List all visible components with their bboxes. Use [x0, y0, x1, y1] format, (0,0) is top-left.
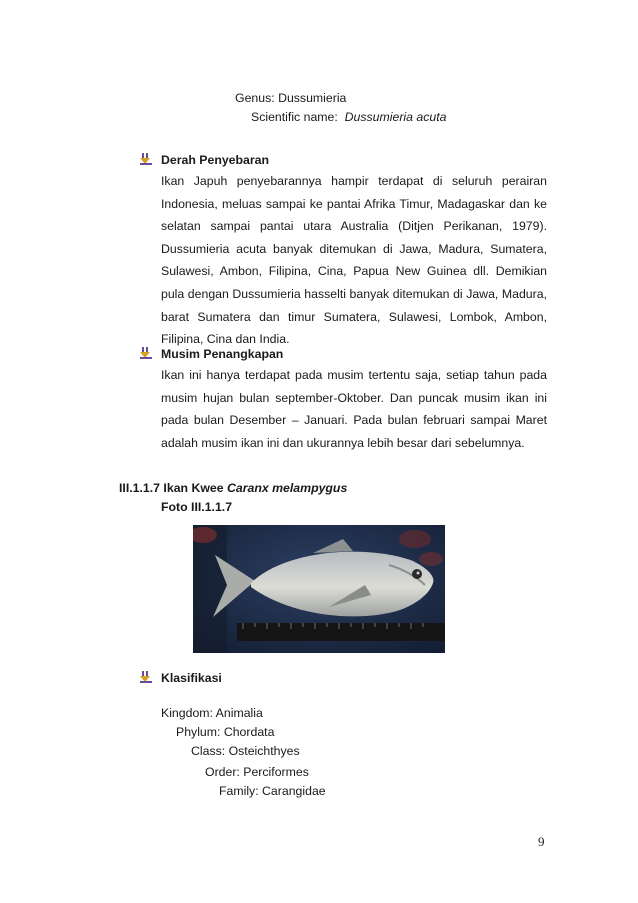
section-species: Caranx melampygus — [227, 481, 348, 495]
genus-line: Genus: Dussumieria — [235, 91, 347, 105]
scientific-name-line — [251, 110, 447, 124]
section-prefix: III.1.1.7 Ikan Kwee — [119, 481, 227, 495]
season-heading: Musim Penangkapan — [161, 347, 284, 361]
order-line: Order: Perciformes — [205, 765, 309, 779]
distribution-heading: Derah Penyebaran — [161, 153, 269, 167]
fish-image — [193, 525, 445, 653]
section-heading — [119, 481, 347, 495]
bullet-arrow-icon — [140, 671, 152, 683]
class-line: Class: Osteichthyes — [191, 744, 300, 758]
photo-caption: Foto III.1.1.7 — [161, 500, 233, 514]
classification-heading: Klasifikasi — [161, 671, 222, 685]
season-paragraph: Ikan ini hanya terdapat pada musim tertentu saja, setiap tahun pada musim hujan bulan september-Oktober. Dan puncak musim ikan ini pada bulan Desember – Januari. Pada bulan februari sampai Maret adalah musim ikan ini dan ukurannya lebih besar dari sebelumnya. — [161, 368, 547, 450]
scientific-name-label: Scientific name: — [251, 110, 338, 124]
scientific-name-value: Dussumieria acuta — [344, 110, 447, 124]
kingdom-line: Kingdom: Animalia — [161, 706, 263, 720]
bullet-arrow-icon — [140, 153, 152, 165]
fish-photo — [193, 525, 445, 653]
family-line: Family: Carangidae — [219, 784, 326, 798]
distribution-paragraph: Ikan Japuh penyebarannya hampir terdapat di seluruh perairan Indonesia, meluas sampai ke pantai Afrika Timur, Madagaskar dan ke selatan sampai pantai utara Australia (Ditjen Perikanan, 1979). Dussumieria acuta banyak ditemukan di Jawa, Madura, Sumatera, Sulawesi, Ambon, Filipina, Cina, Papua New Guinea dll. Demikian pula dengan Dussumieria hasselti banyak ditemukan di Jawa, Madura, barat Sumatera dan timur Sumatera, Sulawesi, Lombok, Ambon, Filipina, Cina dan India. — [161, 174, 547, 347]
bullet-arrow-icon — [140, 347, 152, 359]
page-number: 9 — [538, 834, 545, 849]
phylum-line: Phylum: Chordata — [176, 725, 275, 739]
